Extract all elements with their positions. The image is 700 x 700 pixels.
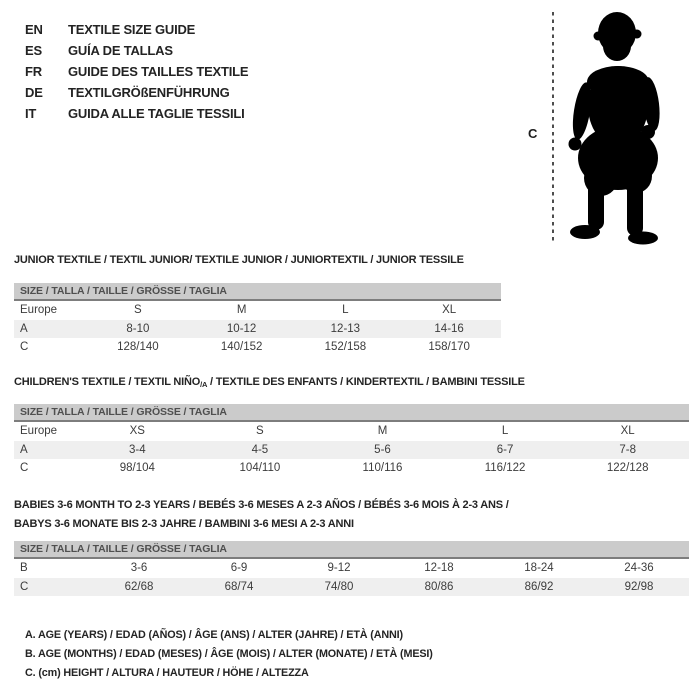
value-cell: 7-8 bbox=[619, 443, 636, 456]
children-table-title bbox=[14, 373, 525, 395]
value-cell: 122/128 bbox=[606, 462, 649, 474]
language-title: TEXTILGRÖßENFÜHRUNG bbox=[68, 85, 230, 100]
note-age-months: B. AGE (MONTHS) / EDAD (MESES) / ÂGE (MOIS) / ALTER (MONATE) / ETÀ (MESI) bbox=[25, 648, 433, 660]
babies-size-table bbox=[14, 541, 689, 596]
title-subscript: /A bbox=[200, 380, 208, 389]
size-cell: M bbox=[377, 425, 388, 437]
language-code: FR bbox=[25, 64, 42, 79]
row-label: A bbox=[20, 322, 28, 335]
language-code: DE bbox=[25, 85, 43, 100]
size-header-bar: SIZE / TALLA / TAILLE / GRÖSSE / TAGLIA bbox=[14, 283, 501, 301]
value-cell: 152/158 bbox=[324, 341, 367, 353]
value-cell: 24-36 bbox=[624, 562, 654, 574]
row-label: Europe bbox=[20, 304, 58, 316]
value-cell: 128/140 bbox=[117, 341, 159, 353]
size-header-bar: SIZE / TALLA / TAILLE / GRÖSSE / TAGLIA bbox=[14, 404, 689, 422]
value-cell: 98/104 bbox=[119, 462, 155, 474]
value-cell: 3-4 bbox=[128, 443, 146, 456]
value-cell: 68/74 bbox=[224, 580, 254, 593]
value-cell: 116/122 bbox=[484, 462, 526, 474]
legend-notes bbox=[25, 626, 433, 683]
value-cell: 86/92 bbox=[524, 580, 554, 593]
language-code: ES bbox=[25, 43, 42, 58]
value-cell: 10-12 bbox=[226, 322, 257, 335]
list-item bbox=[25, 82, 248, 103]
value-cell: 6-9 bbox=[230, 562, 248, 574]
value-cell: 110/116 bbox=[362, 462, 403, 474]
row-label: C bbox=[20, 341, 29, 353]
size-cell: L bbox=[501, 425, 509, 437]
table-row-age bbox=[14, 441, 689, 460]
size-cell: XS bbox=[129, 425, 145, 437]
list-item bbox=[25, 40, 248, 61]
row-label: C bbox=[20, 462, 29, 474]
language-title: GUIDA ALLE TAGLIE TESSILI bbox=[68, 106, 245, 121]
note-height-cm: C. (cm) HEIGHT / ALTURA / HAUTEUR / HÖHE / ALTEZZA bbox=[25, 667, 309, 679]
value-cell: 140/152 bbox=[220, 341, 263, 353]
height-measure-label: C bbox=[528, 126, 538, 141]
value-cell: 80/86 bbox=[424, 580, 454, 593]
row-label: C bbox=[20, 580, 29, 593]
size-cell: M bbox=[236, 304, 247, 316]
language-title: TEXTILE SIZE GUIDE bbox=[68, 22, 196, 37]
value-cell: 74/80 bbox=[324, 580, 354, 593]
size-cell: XL bbox=[620, 425, 635, 437]
size-cell: L bbox=[342, 304, 349, 316]
size-header-bar: SIZE / TALLA / TAILLE / GRÖSSE / TAGLIA bbox=[14, 541, 689, 559]
value-cell: 12-18 bbox=[424, 562, 454, 574]
value-cell: 14-16 bbox=[434, 322, 464, 335]
title-text: CHILDREN'S TEXTILE / TEXTIL NIÑO bbox=[14, 376, 201, 388]
value-cell: 18-24 bbox=[524, 562, 554, 574]
list-item bbox=[25, 103, 248, 124]
language-title-list bbox=[25, 19, 248, 124]
table-row-months bbox=[14, 559, 689, 578]
children-size-table bbox=[14, 404, 689, 478]
row-label: Europe bbox=[20, 425, 58, 437]
title-line-1: BABIES 3-6 MONTH TO 2-3 YEARS / BEBÉS 3-6 MESES A 2-3 AÑOS / BÉBÉS 3-6 MOIS À 2-3 ANS / bbox=[14, 499, 509, 511]
value-cell: 6-7 bbox=[496, 443, 514, 456]
note-age-years: A. AGE (YEARS) / EDAD (AÑOS) / ÂGE (ANS) / ALTER (JAHRE) / ETÀ (ANNI) bbox=[25, 629, 403, 641]
value-cell: 3-6 bbox=[130, 562, 148, 574]
table-row-europe bbox=[14, 422, 689, 441]
row-label: B bbox=[20, 562, 28, 574]
height-dashed-line bbox=[552, 12, 554, 244]
value-cell: 5-6 bbox=[374, 443, 391, 456]
junior-size-table bbox=[14, 283, 501, 357]
value-cell: 4-5 bbox=[251, 443, 269, 456]
value-cell: 104/110 bbox=[239, 462, 281, 474]
list-item bbox=[25, 61, 248, 82]
value-cell: 158/170 bbox=[428, 341, 470, 353]
language-title: GUÍA DE TALLAS bbox=[68, 43, 173, 58]
size-cell: XL bbox=[442, 304, 457, 316]
language-code: IT bbox=[25, 106, 37, 121]
size-cell: S bbox=[134, 304, 142, 316]
table-row-height bbox=[14, 459, 689, 478]
row-label: A bbox=[20, 443, 28, 456]
value-cell: 12-13 bbox=[330, 322, 361, 335]
language-title: GUIDE DES TAILLES TEXTILE bbox=[68, 64, 249, 79]
list-item bbox=[25, 19, 248, 40]
value-cell: 92/98 bbox=[624, 580, 654, 593]
table-row-europe bbox=[14, 301, 501, 320]
table-row-height bbox=[14, 338, 501, 357]
babies-table-title bbox=[14, 496, 509, 533]
value-cell: 8-10 bbox=[126, 322, 150, 335]
table-row-height bbox=[14, 578, 689, 597]
junior-table-title: JUNIOR TEXTILE / TEXTIL JUNIOR/ TEXTILE JUNIOR / JUNIORTEXTIL / JUNIOR TESSILE bbox=[14, 254, 464, 266]
size-cell: S bbox=[256, 425, 264, 437]
table-row-age bbox=[14, 320, 501, 339]
value-cell: 9-12 bbox=[327, 562, 351, 574]
value-cell: 62/68 bbox=[124, 580, 154, 593]
toddler-silhouette-icon bbox=[563, 8, 663, 246]
language-code: EN bbox=[25, 22, 43, 37]
title-text: / TEXTILE DES ENFANTS / KINDERTEXTIL / BAMBINI TESSILE bbox=[207, 376, 525, 388]
title-line-2: BABYS 3-6 MONATE BIS 2-3 JAHRE / BAMBINI 3-6 MESI A 2-3 ANNI bbox=[14, 517, 354, 530]
